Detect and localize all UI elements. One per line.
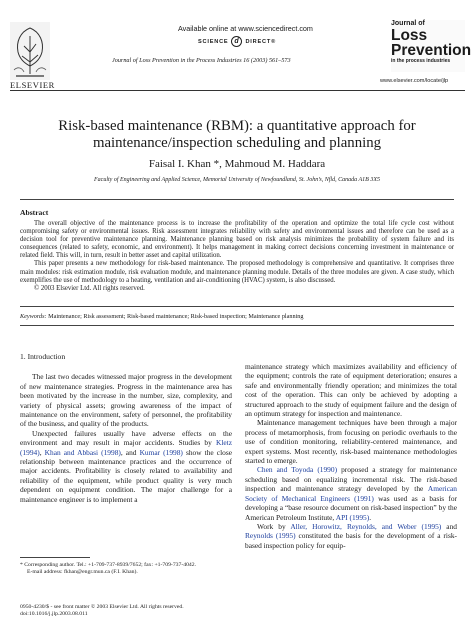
journal-citation: Journal of Loss Prevention in the Process Industries 16 (2003) 561–573 — [112, 57, 291, 64]
reference-link-api[interactable]: API (1995) — [335, 512, 370, 522]
title-line-2: maintenance/inspection scheduling and planning — [92, 135, 382, 151]
doi-line[interactable]: doi:10.1016/j.jlp.2003.08.011 — [20, 611, 88, 618]
right-p3-text-c: . — [369, 512, 372, 522]
right-p3-text-a: proposed a strategy for maintenance scheduling based on equalizing incremental risk. The risk-based inspection and maintenance strategy developed by the — [245, 465, 458, 494]
right-paragraph-3 — [245, 465, 457, 521]
abstract-top-divider — [20, 199, 454, 200]
intro-paragraph-1: The last two decades witnessed major progress in the development of new maintenance strategies. Progress in the maintenance area has been motivated by the increase in the number, size, complexity, and variety of physical assets; growing awareness of the impact of maintenance on the environment, safety of personnel, the profitability of the business, and quality of the products. — [20, 372, 232, 429]
reference-link-khan-abbasi[interactable]: Khan and Abbasi (1998) — [44, 447, 121, 457]
article-title — [0, 118, 474, 152]
publisher-name: ELSEVIER — [10, 80, 55, 90]
right-p4-text-a: Work by — [257, 521, 291, 531]
abstract-paragraph-2: This paper presents a new methodology for risk-based maintenance. The proposed methodology is comprehensive and quantitative. It comprises three main modules: risk estimation module, risk evaluation module, and maintenance planning module. Details of the three modules are given. A case study, which exemplifies the use of methodology to a heating, ventilation and air-conditioning (HVAC) system, is also discussed. — [20, 260, 454, 284]
issn-doi-block — [20, 604, 232, 618]
journal-logo-loss: Loss — [391, 27, 428, 44]
sciencedirect-word-2: DIRECT® — [245, 38, 277, 45]
sciencedirect-logo — [198, 36, 276, 47]
abstract-heading: Abstract — [20, 208, 49, 217]
journal-logo-of: Journal of — [391, 20, 425, 27]
reference-link-asme[interactable]: American Society of Mechanical Engineers (1991) — [245, 484, 457, 503]
right-paragraph-2: Maintenance management techniques have been through a major process of metamorphosis, from focusing on periodic overhauls to the use of condition monitoring, reliability-centered maintenance, and expert systems. Most recently, risk-based maintenance methodologies started to emerge. — [245, 418, 457, 466]
right-paragraph-4 — [245, 522, 457, 550]
reference-link-kumar[interactable]: Kumar (1998) — [139, 447, 183, 457]
author-affiliation: Faculty of Engineering and Applied Science, Memorial University of Newfoundland, St. John’s, Nfld, Canada A1B 3X5 — [94, 177, 380, 183]
abstract-body — [20, 220, 454, 293]
sciencedirect-d-icon: d — [231, 36, 242, 47]
elsevier-tree-logo-icon — [10, 22, 50, 80]
abstract-paragraph-1: The overall objective of the maintenance process is to increase the profitability of the operation and optimize the total life cycle cost without compromising safety or environmental issues. Risk assessment integrates reliability with safety and environmental issues and therefore can be used as a decision tool for preventive maintenance planning. Maintenance planning based on risk analysis minimizes the probability of system failure and its consequences (related to safety, economic, and environment). It helps management in making correct decisions concerning investment in maintenance or related field. This will, in turn, result in better asset and capital utilization. — [20, 220, 454, 260]
journal-logo-prevention: Prevention — [391, 42, 472, 59]
article-authors: Faisal I. Khan *, Mahmoud M. Haddara — [148, 158, 326, 170]
title-line-1: Risk-based maintenance (RBM): a quantitative approach for — [58, 118, 416, 134]
footnote-email: E-mail address: fkhan@engr.mun.ca (F.I. Khan). — [27, 569, 138, 576]
reference-link-kletz[interactable]: Kletz (1994) — [20, 438, 232, 457]
keywords-top-divider — [20, 306, 454, 307]
journal-logo — [391, 20, 472, 72]
journal-header — [0, 0, 474, 106]
intro-p2-text-a: Unexpected failures usually have adverse effects on the environment and may result in major accidents. Studies by — [20, 428, 232, 448]
journal-logo-subtitle: in the process industries — [391, 58, 451, 64]
keywords-line — [20, 313, 454, 320]
right-p4-text-c: constituted the basis for the development of a risk-based inspection policy for equip- — [245, 531, 457, 550]
section-heading-introduction: 1. Introduction — [20, 352, 66, 361]
right-p3-text-b: was used as a basis for developing a “base resource document on risk-based inspection” by the American Petroleum Institute, — [245, 493, 457, 522]
reference-link-reynolds[interactable]: Reynolds (1995) — [245, 531, 296, 541]
keywords-label: Keywords: — [20, 313, 47, 320]
header-divider — [10, 90, 465, 91]
body-top-divider — [20, 325, 454, 326]
footnote-corresponding-author: * Corresponding author. Tel.: +1-709-737-8939/7652; fax: +1-709-737-4042. — [20, 562, 197, 568]
intro-p2-text-b: , — [39, 447, 45, 457]
issn-line: 0950-4230/$ - see front matter © 2003 Elsevier Ltd. All rights reserved. — [20, 604, 184, 610]
footnote-divider — [20, 557, 90, 558]
right-p4-text-b: and — [441, 521, 457, 531]
intro-p2-text-c: , and — [120, 447, 140, 457]
journal-url[interactable]: www.elsevier.com/locate/jlp — [380, 78, 449, 84]
keywords-list: Maintenance; Risk assessment; Risk-based maintenance; Risk-based inspection; Maintenance planning — [48, 313, 304, 320]
available-online-text: Available online at www.sciencedirect.com — [178, 24, 313, 33]
intro-paragraph-2 — [20, 429, 232, 504]
abstract-copyright: © 2003 Elsevier Ltd. All rights reserved. — [34, 284, 145, 292]
right-column — [245, 362, 457, 550]
intro-p2-text-d: show the close relationship between maintenance practices and the occurrence of major accidents. Profitability is closely related to availability and reliability of the equipment, while product quality is very much dependent on equipment condition. The major challenge for a maintenance engineer is to implement a — [20, 447, 232, 504]
reference-link-chen-toyoda[interactable]: Chen and Toyoda (1990) — [257, 465, 338, 475]
footnote-block — [20, 562, 232, 576]
left-column — [20, 352, 232, 504]
sciencedirect-word-1: SCIENCE — [198, 38, 229, 45]
reference-link-aller[interactable]: Aller, Horowitz, Reynolds, and Weber (1995) — [290, 521, 442, 531]
right-paragraph-1: maintenance strategy which maximizes availability and efficiency of the equipment; controls the rate of equipment deterioration; ensures a safe and environmentally friendly operation; and minimizes the total cost of the operation. This can only be achieved by adopting a structured approach to the study of equipment failure and the design of an optimum strategy for inspection and maintenance. — [245, 362, 457, 419]
